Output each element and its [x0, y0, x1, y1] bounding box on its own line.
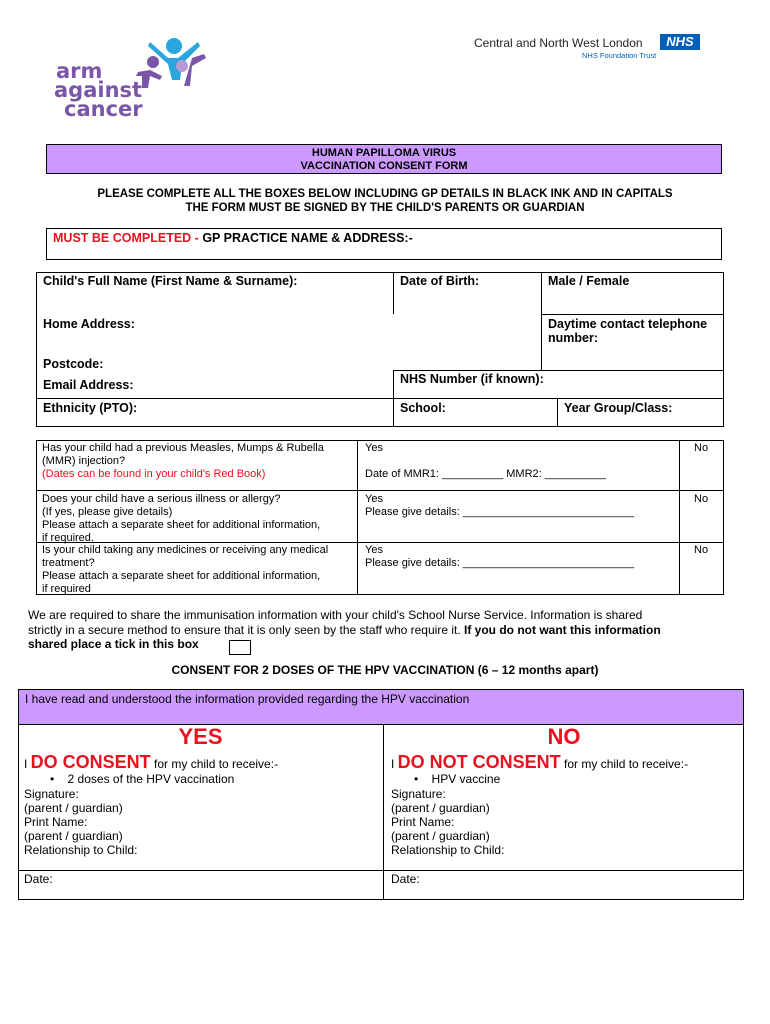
medicines-details-field[interactable]: Please give details: ____________________________ [365, 557, 635, 569]
instructions-line2: THE FORM MUST BE SIGNED BY THE CHILD'S PARENTS OR GUARDIAN [185, 202, 585, 214]
daytime-phone-field[interactable]: Daytime contact telephone number: [548, 317, 708, 345]
dob-field[interactable]: Date of Birth: [400, 274, 480, 288]
home-address-field[interactable]: Home Address: [43, 317, 135, 331]
bullet-icon: • [50, 772, 55, 786]
mmr-yes-option[interactable]: Yes [365, 442, 383, 454]
medicines-question: Is your child taking any medicines or receiving any medical treatment? Please attach a separate sheet for additional information, if required [42, 544, 329, 595]
illness-question: Does your child have a serious illness or allergy? (If yes, please give details) Please attach a separate sheet for additional information, if required. [42, 493, 321, 544]
bullet-icon: • [414, 772, 419, 786]
form-title-line1: HUMAN PAPILLOMA VIRUS [311, 147, 457, 159]
postcode-field[interactable]: Postcode: [43, 357, 104, 371]
trust-name: Central and North West London [474, 36, 643, 50]
mmr-question: Has your child had a previous Measles, Mumps & Rubella (MMR) injection? (Dates can be found in your child's Red Book) [42, 442, 324, 480]
logo-text: arm against cancer [54, 59, 143, 121]
child-name-field[interactable]: Child's Full Name (First Name & Surname): [43, 274, 298, 288]
nhs-trust-header [474, 34, 714, 64]
info-sharing-paragraph: We are required to share the immunisation information with your child's School Nurse Service. Information is shared strictly in a secure method to ensure that it is only seen by the staff who require it. If you do not want this information shared place a tick in this box [28, 608, 661, 651]
trust-subtitle: NHS Foundation Trust [582, 51, 657, 60]
nhs-number-field[interactable]: NHS Number (if known): [400, 372, 544, 386]
illness-details-field[interactable]: Please give details: ____________________________ [365, 506, 635, 518]
gp-practice-field[interactable] [46, 228, 722, 260]
mmr-no-option[interactable]: No [694, 442, 709, 454]
yes-bullet: • 2 doses of the HPV vaccination [50, 772, 235, 786]
no-bullet: • HPV vaccine [414, 772, 501, 786]
instructions-line1: PLEASE COMPLETE ALL THE BOXES BELOW INCLUDING GP DETAILS IN BLACK INK AND IN CAPITALS [97, 188, 673, 200]
yes-signature-block[interactable]: Signature: (parent / guardian) Print Name: (parent / guardian) Relationship to Child: [24, 787, 138, 857]
gp-practice-label: MUST BE COMPLETED - GP PRACTICE NAME & ADDRESS:- [53, 231, 413, 245]
consent-info-box [18, 689, 744, 725]
no-heading: NO [547, 724, 581, 749]
no-share-tick-box[interactable] [229, 640, 251, 655]
form-title-box [46, 144, 722, 174]
sex-field[interactable]: Male / Female [548, 274, 630, 288]
nhs-logo-icon: NHS [660, 34, 700, 50]
medicines-yes-option[interactable]: Yes [365, 544, 383, 556]
email-field[interactable]: Email Address: [43, 378, 134, 392]
instructions [0, 187, 770, 215]
year-group-field[interactable]: Year Group/Class: [564, 401, 673, 415]
mmr-dates-field[interactable]: Date of MMR1: __________ MMR2: __________ [365, 468, 606, 480]
arm-against-cancer-logo [50, 28, 220, 128]
no-signature-block[interactable]: Signature: (parent / guardian) Print Name: (parent / guardian) Relationship to Child: [391, 787, 505, 857]
school-field[interactable]: School: [400, 401, 446, 415]
no-consent-statement[interactable]: I DO NOT CONSENT for my child to receive:- [391, 752, 689, 772]
medicines-no-option[interactable]: No [694, 544, 709, 556]
illness-no-option[interactable]: No [694, 493, 709, 505]
consent-heading: CONSENT FOR 2 DOSES OF THE HPV VACCINATION (6 – 12 months apart) [171, 663, 599, 677]
illness-yes-option[interactable]: Yes [365, 493, 383, 505]
yes-date-field[interactable]: Date: [24, 872, 53, 886]
yes-consent-statement[interactable]: I DO CONSENT for my child to receive:- [24, 752, 279, 772]
ethnicity-field[interactable]: Ethnicity (PTO): [43, 401, 138, 415]
consent-info-text: I have read and understood the information provided regarding the HPV vaccination [25, 692, 470, 706]
yes-heading: YES [178, 724, 223, 749]
no-date-field[interactable]: Date: [391, 872, 420, 886]
form-title-line2: VACCINATION CONSENT FORM [300, 160, 468, 172]
